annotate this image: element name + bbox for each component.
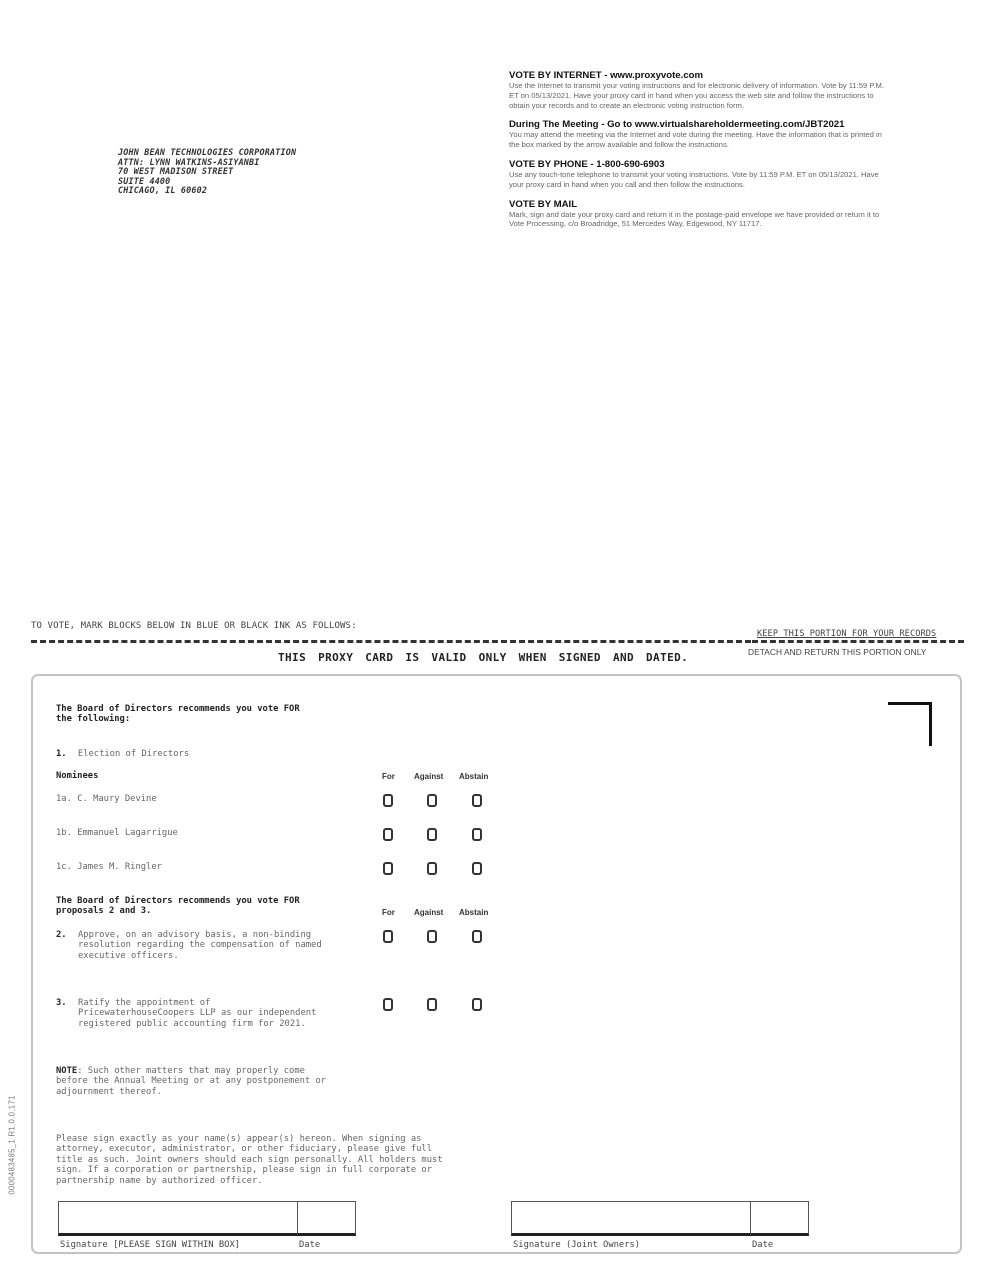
- nominee-1b-against-checkbox[interactable]: [427, 828, 437, 841]
- joint-date-label: Date: [752, 1240, 774, 1250]
- column-against: Against: [414, 908, 444, 917]
- return-address: [118, 148, 296, 196]
- proposal-line: Ratify the appointment of: [78, 998, 211, 1008]
- nominee-id: 1c.: [56, 862, 72, 872]
- nominee-1c-against-checkbox[interactable]: [427, 862, 437, 875]
- proposal-line: resolution regarding the compensation of named: [78, 940, 322, 951]
- instruction-text: Mark, sign and date your proxy card and return it in the postage-paid envelope we have provided or return it to Vote Processing, c/o Broadridge, 51 Mercedes Way, Edgewood, NY 11717.: [509, 209, 880, 229]
- column-for: For: [382, 908, 395, 917]
- note-line: before the Annual Meeting or at any postponement or: [56, 1076, 327, 1087]
- proposal-line: registered public accounting firm for 2021.: [78, 1018, 306, 1029]
- detach-dashed-line: [31, 640, 751, 643]
- side-control-code: [2, 1070, 22, 1220]
- nominee-1b-abstain-checkbox[interactable]: [472, 828, 482, 841]
- board-recommendation-2: [56, 896, 300, 917]
- address-line: SUITE 4400: [118, 175, 171, 186]
- recommendation-line: The Board of Directors recommends you vote FOR: [56, 704, 300, 714]
- column-abstain: Abstain: [459, 908, 489, 917]
- signing-line: partnership name by authorized officer.: [56, 1175, 263, 1186]
- signature-box[interactable]: [58, 1201, 298, 1236]
- nominee-row-1c: [56, 862, 162, 872]
- nominee-name: Emmanuel Lagarrigue: [77, 828, 178, 838]
- column-against: Against: [414, 772, 444, 781]
- instruction-text: Use the Internet to transmit your voting instructions and for electronic delivery of information. Vote by 11:59 P.M. ET on 05/13/2021. Have your proxy card in hand when you access the web site and follow the instructions to obtain your records and to create an electronic voting instruction form.: [509, 81, 884, 110]
- nominee-1a-against-checkbox[interactable]: [427, 794, 437, 807]
- signature-date-box[interactable]: [297, 1201, 356, 1236]
- instruction-text: You may attend the meeting via the Internet and vote during the meeting. Have the information that is printed in the box marked by the arrow available and follow the instructions.: [509, 130, 882, 150]
- vote-by-phone: [509, 159, 894, 190]
- instruction-title: VOTE BY INTERNET - www.proxyvote.com: [509, 70, 704, 81]
- address-line: 70 WEST MADISON STREET: [118, 166, 234, 177]
- proposal-title: Election of Directors: [77, 749, 190, 759]
- signature-label: Signature [PLEASE SIGN WITHIN BOX]: [60, 1240, 241, 1250]
- nominees-label: Nominees: [56, 771, 99, 781]
- address-line: CHICAGO, IL 60602: [118, 185, 208, 196]
- instruction-title: VOTE BY PHONE - 1-800-690-6903: [509, 158, 665, 170]
- proposal-2-text: [78, 930, 322, 961]
- nominee-name: James M. Ringler: [77, 862, 162, 872]
- signing-instructions: [56, 1134, 443, 1186]
- recommendation-line: the following:: [56, 714, 131, 725]
- proposal-3-text: [78, 998, 316, 1029]
- instruction-title: During The Meeting - Go to www.virtualshareholdermeeting.com/JBT2021: [509, 119, 845, 131]
- proposal-number: 1.: [56, 749, 67, 759]
- nominee-1b-for-checkbox[interactable]: [383, 828, 393, 841]
- proposal-line: PricewaterhouseCoopers LLP as our independent: [78, 1008, 317, 1019]
- recommendation-line: The Board of Directors recommends you vote FOR: [56, 896, 300, 906]
- proposal-2-for-checkbox[interactable]: [383, 930, 393, 943]
- proposal-3-abstain-checkbox[interactable]: [472, 998, 482, 1011]
- vote-by-internet: [509, 70, 894, 110]
- detach-portion-label: DETACH AND RETURN THIS PORTION ONLY: [748, 647, 927, 657]
- joint-date-box[interactable]: [750, 1201, 809, 1236]
- nominee-id: 1b.: [56, 828, 72, 838]
- nominee-row-1b: [56, 828, 178, 838]
- joint-signature-box[interactable]: [511, 1201, 751, 1236]
- nominee-1c-for-checkbox[interactable]: [383, 862, 393, 875]
- detach-dashed-line-right: [752, 640, 964, 643]
- joint-signature-label: Signature (Joint Owners): [513, 1240, 641, 1250]
- board-recommendation-1: [56, 704, 300, 725]
- nominee-1a-for-checkbox[interactable]: [383, 794, 393, 807]
- vote-during-meeting: [509, 119, 894, 150]
- corner-registration-mark: [888, 702, 932, 746]
- nominee-name: C. Maury Devine: [77, 794, 157, 804]
- note-label: NOTE: [56, 1066, 78, 1076]
- proposal-3-number: 3.: [56, 998, 67, 1008]
- proposal-line: executive officers.: [78, 950, 179, 961]
- signing-line: title as such. Joint owners should each sign personally. All holders must: [56, 1154, 443, 1165]
- instruction-text: Use any touch-tone telephone to transmit your voting instructions. Vote by 11:59 P.M. ET on 05/13/2021. Have your proxy card in hand when you call and then follow the instructions.: [509, 169, 879, 189]
- instruction-title: VOTE BY MAIL: [509, 198, 578, 210]
- vote-by-mail: [509, 199, 894, 230]
- note-line: : Such other matters that may properly come: [77, 1066, 305, 1076]
- address-line: JOHN BEAN TECHNOLOGIES CORPORATION: [118, 147, 297, 157]
- nominee-1c-abstain-checkbox[interactable]: [472, 862, 482, 875]
- proposal-2-number: 2.: [56, 930, 67, 940]
- signing-line: sign. If a corporation or partnership, please sign in full corporate or: [56, 1165, 433, 1176]
- valid-notice: THIS PROXY CARD IS VALID ONLY WHEN SIGNED AND DATED.: [278, 651, 689, 664]
- nominee-row-1a: [56, 794, 157, 804]
- nominee-id: 1a.: [56, 794, 72, 804]
- recommendation-line: proposals 2 and 3.: [56, 906, 152, 917]
- proposal-3-for-checkbox[interactable]: [383, 998, 393, 1011]
- nominee-1a-abstain-checkbox[interactable]: [472, 794, 482, 807]
- proposal-3-against-checkbox[interactable]: [427, 998, 437, 1011]
- note-text: [56, 1066, 326, 1097]
- column-abstain: Abstain: [459, 772, 489, 781]
- proposal-1-heading: [56, 749, 189, 759]
- mark-instruction: TO VOTE, MARK BLOCKS BELOW IN BLUE OR BLACK INK AS FOLLOWS:: [31, 621, 357, 631]
- control-code-text: 0000483485_1 R1.0.0.171: [7, 1095, 17, 1195]
- voting-instructions: [509, 70, 894, 238]
- date-label: Date: [299, 1240, 321, 1250]
- keep-portion-label: KEEP THIS PORTION FOR YOUR RECORDS: [757, 629, 937, 639]
- proposal-2-abstain-checkbox[interactable]: [472, 930, 482, 943]
- address-line: ATTN: LYNN WATKINS-ASIYANBI: [118, 156, 260, 167]
- signing-line: Please sign exactly as your name(s) appear(s) hereon. When signing as: [56, 1134, 422, 1144]
- column-for: For: [382, 772, 395, 781]
- proposal-line: Approve, on an advisory basis, a non-binding: [78, 930, 312, 940]
- note-line: adjournment thereof.: [56, 1086, 162, 1097]
- signing-line: attorney, executor, administrator, or other fiduciary, please give full: [56, 1144, 433, 1155]
- proposal-2-against-checkbox[interactable]: [427, 930, 437, 943]
